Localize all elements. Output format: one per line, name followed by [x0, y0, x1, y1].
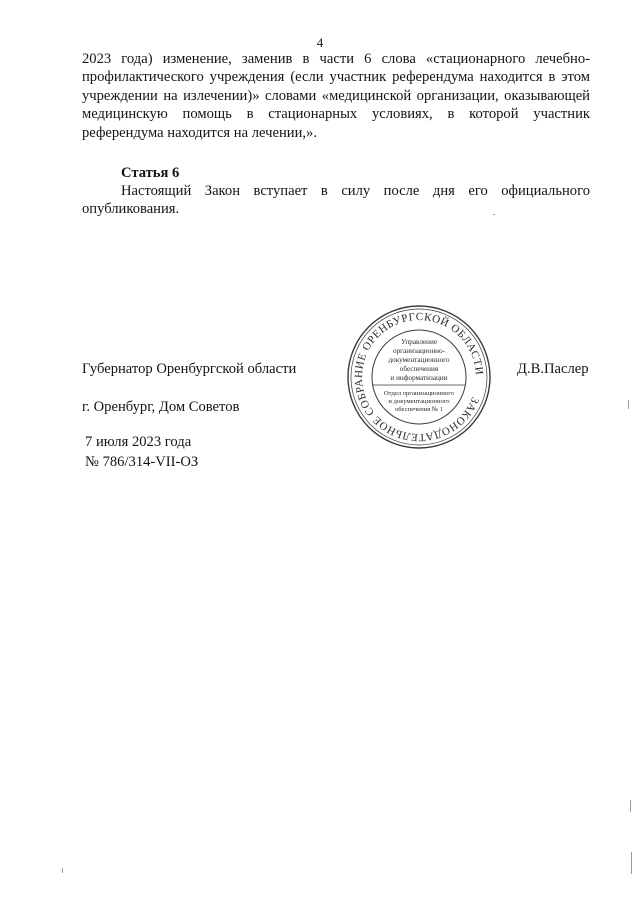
stamp-ring-text: ЗАКОНОДАТЕЛЬНОЕ СОБРАНИЕ ОРЕНБУРГСКОЙ ОБЛАСТИ — [352, 310, 486, 444]
stamp-inner-text — [388, 338, 449, 382]
place-of-signing: г. Оренбург, Дом Советов — [82, 399, 240, 415]
stamp-line: и документационного — [388, 398, 450, 405]
signing-date: 7 июля 2023 года — [85, 434, 192, 450]
official-stamp — [346, 304, 492, 450]
article-heading: Статья 6 — [121, 165, 180, 181]
signatory-position: Губернатор Оренбургской области — [82, 361, 297, 377]
stamp-inner-text-lower — [384, 390, 455, 413]
stamp-line: организационно- — [392, 347, 446, 355]
signatory-name: Д.В.Паслер — [517, 361, 589, 377]
law-number: № 786/314-VII-ОЗ — [85, 454, 199, 470]
scan-speck — [630, 800, 631, 812]
article-body: Настоящий Закон вступает в силу после дня его официального опубликования. — [82, 183, 590, 218]
scan-speck — [628, 400, 629, 409]
scan-speck — [631, 852, 632, 874]
scan-speck — [493, 214, 495, 215]
scan-speck — [62, 868, 63, 873]
stamp-line: Отдел организационного — [383, 390, 455, 397]
intro-paragraph-block — [82, 50, 590, 142]
stamp-line: и информатизации — [390, 374, 448, 382]
intro-paragraph: 2023 года) изменение, заменив в части 6 слова «стационарного лечебно-профилактического учреждения (если участник референдума находится в этом учреждении на излечении)» словами «медицинской организации, оказывающей медицинскую помощь в стационарных условиях, в которой участник референдума находится на лечении,». — [82, 51, 590, 141]
page-number: 4 — [316, 35, 324, 50]
stamp-line: обеспечения № 1 — [394, 406, 444, 413]
stamp-line: документационного — [388, 356, 450, 364]
article-body-block — [82, 182, 590, 219]
stamp-line: обеспечения — [399, 365, 439, 373]
stamp-line: Управление — [400, 338, 438, 346]
